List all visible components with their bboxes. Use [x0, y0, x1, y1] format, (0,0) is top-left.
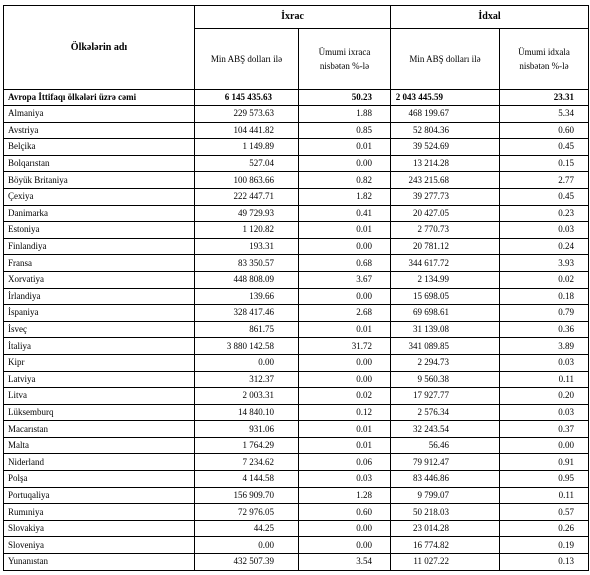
- export-value-cell: 0.00: [195, 354, 299, 371]
- import-share-cell: 0.24: [500, 238, 589, 255]
- export-value-cell: 193.31: [195, 238, 299, 255]
- table-row: [4, 338, 589, 355]
- country-name: Lüksemburq: [4, 404, 195, 421]
- table-row: [4, 454, 589, 471]
- country-name: Rumıniya: [4, 504, 195, 521]
- import-value-header: Min ABŞ dolları ilə: [391, 29, 500, 90]
- export-share-cell: 1.28: [299, 487, 391, 504]
- country-name: İsveç: [4, 321, 195, 338]
- export-value-cell: 931.06: [195, 421, 299, 438]
- country-name: Niderland: [4, 454, 195, 471]
- import-value-cell: 23 014.28: [391, 520, 500, 537]
- table-row: [4, 188, 589, 205]
- export-value-cell: 72 976.05: [195, 504, 299, 521]
- export-share-cell: 31.72: [299, 338, 391, 355]
- import-value-cell: 39 277.73: [391, 188, 500, 205]
- import-share-cell: 0.91: [500, 454, 589, 471]
- total-export-value: 6 145 435.63: [195, 90, 299, 106]
- import-value-cell: 16 774.82: [391, 537, 500, 554]
- table-row: [4, 106, 589, 123]
- table-row: [4, 487, 589, 504]
- import-share-cell: 0.20: [500, 388, 589, 405]
- import-share-cell: 0.18: [500, 288, 589, 305]
- country-name: Almaniya: [4, 106, 195, 123]
- import-share-cell: 0.36: [500, 321, 589, 338]
- table-body: [4, 90, 589, 571]
- export-value-cell: 222 447.71: [195, 188, 299, 205]
- export-share-cell: 0.06: [299, 454, 391, 471]
- total-import-share: 23.31: [500, 90, 589, 106]
- country-name: Estoniya: [4, 222, 195, 239]
- table-row: [4, 255, 589, 272]
- import-value-cell: 15 698.05: [391, 288, 500, 305]
- table-row: [4, 388, 589, 405]
- import-group-header: İdxal: [391, 6, 589, 29]
- export-value-cell: 14 840.10: [195, 404, 299, 421]
- import-share-cell: 0.37: [500, 421, 589, 438]
- export-share-cell: 0.12: [299, 404, 391, 421]
- import-value-cell: 2 576.34: [391, 404, 500, 421]
- import-value-cell: 341 089.85: [391, 338, 500, 355]
- country-name: Belçika: [4, 139, 195, 156]
- import-share-header: Ümumi idxala nisbətən %-lə: [500, 29, 589, 90]
- import-share-cell: 0.45: [500, 188, 589, 205]
- import-share-cell: 0.79: [500, 305, 589, 322]
- export-value-cell: 100 863.66: [195, 172, 299, 189]
- import-value-cell: 79 912.47: [391, 454, 500, 471]
- country-name: Bolqarıstan: [4, 155, 195, 172]
- export-value-cell: 83 350.57: [195, 255, 299, 272]
- table-row: [4, 404, 589, 421]
- country-name: Çexiya: [4, 188, 195, 205]
- import-share-cell: 2.77: [500, 172, 589, 189]
- import-share-cell: 5.34: [500, 106, 589, 123]
- export-value-cell: 229 573.63: [195, 106, 299, 123]
- table-row: [4, 172, 589, 189]
- import-value-cell: 83 446.86: [391, 471, 500, 488]
- import-value-cell: 32 243.54: [391, 421, 500, 438]
- country-name: Yunanıstan: [4, 554, 195, 571]
- country-name: Fransa: [4, 255, 195, 272]
- export-share-cell: 2.68: [299, 305, 391, 322]
- export-value-cell: 312.37: [195, 371, 299, 388]
- table-row: [4, 305, 589, 322]
- import-share-cell: 0.03: [500, 354, 589, 371]
- import-share-cell: 0.02: [500, 271, 589, 288]
- import-share-cell: 0.03: [500, 404, 589, 421]
- import-share-cell: 0.57: [500, 504, 589, 521]
- export-share-cell: 0.41: [299, 205, 391, 222]
- export-share-cell: 0.03: [299, 471, 391, 488]
- export-share-cell: 0.00: [299, 520, 391, 537]
- table-row: [4, 554, 589, 571]
- import-value-cell: 52 804.36: [391, 122, 500, 139]
- country-name: Slovakiya: [4, 520, 195, 537]
- export-value-cell: 1 149.89: [195, 139, 299, 156]
- import-value-cell: 39 524.69: [391, 139, 500, 156]
- import-share-cell: 0.45: [500, 139, 589, 156]
- table-row: [4, 520, 589, 537]
- export-value-cell: 0.00: [195, 537, 299, 554]
- export-share-cell: 0.01: [299, 321, 391, 338]
- table-row: [4, 288, 589, 305]
- import-value-cell: 2 134.99: [391, 271, 500, 288]
- country-name: Portuqaliya: [4, 487, 195, 504]
- country-name: İtaliya: [4, 338, 195, 355]
- country-name: Danimarka: [4, 205, 195, 222]
- export-group-header: İxrac: [195, 6, 391, 29]
- export-share-cell: 0.85: [299, 122, 391, 139]
- import-share-cell: 0.13: [500, 554, 589, 571]
- export-value-cell: 104 441.82: [195, 122, 299, 139]
- export-value-cell: 44.25: [195, 520, 299, 537]
- export-share-cell: 0.60: [299, 504, 391, 521]
- export-value-cell: 1 764.29: [195, 437, 299, 454]
- trade-table: [3, 5, 589, 571]
- import-share-cell: 0.03: [500, 222, 589, 239]
- export-share-cell: 3.67: [299, 271, 391, 288]
- import-value-cell: 2 770.73: [391, 222, 500, 239]
- total-label: Avropa İttifaqı ölkələri üzrə cəmi: [4, 90, 195, 106]
- country-name: Malta: [4, 437, 195, 454]
- country-name: Sloveniya: [4, 537, 195, 554]
- table-row: [4, 437, 589, 454]
- import-value-cell: 56.46: [391, 437, 500, 454]
- import-value-cell: 17 927.77: [391, 388, 500, 405]
- import-value-cell: 9 799.07: [391, 487, 500, 504]
- export-value-cell: 49 729.93: [195, 205, 299, 222]
- table-row: [4, 205, 589, 222]
- export-value-cell: 4 144.58: [195, 471, 299, 488]
- export-value-cell: 7 234.62: [195, 454, 299, 471]
- table-row: [4, 504, 589, 521]
- export-share-cell: 1.88: [299, 106, 391, 123]
- export-share-header: Ümumi ixraca nisbətən %-lə: [299, 29, 391, 90]
- export-value-cell: 448 808.09: [195, 271, 299, 288]
- total-export-share: 50.23: [299, 90, 391, 106]
- import-value-cell: 50 218.03: [391, 504, 500, 521]
- country-name: İrlandiya: [4, 288, 195, 305]
- export-share-cell: 1.82: [299, 188, 391, 205]
- table-row: [4, 471, 589, 488]
- import-share-cell: 0.60: [500, 122, 589, 139]
- export-value-cell: 2 003.31: [195, 388, 299, 405]
- export-share-cell: 0.00: [299, 238, 391, 255]
- import-value-cell: 31 139.08: [391, 321, 500, 338]
- country-name: Kipr: [4, 354, 195, 371]
- table-row: [4, 371, 589, 388]
- country-name: Litva: [4, 388, 195, 405]
- export-value-cell: 156 909.70: [195, 487, 299, 504]
- import-share-cell: 0.11: [500, 487, 589, 504]
- export-share-cell: 0.00: [299, 537, 391, 554]
- export-share-cell: 0.00: [299, 288, 391, 305]
- country-name: Avstriya: [4, 122, 195, 139]
- import-value-cell: 344 617.72: [391, 255, 500, 272]
- import-value-cell: 243 215.68: [391, 172, 500, 189]
- table-row: [4, 222, 589, 239]
- import-share-cell: 3.93: [500, 255, 589, 272]
- import-value-cell: 2 294.73: [391, 354, 500, 371]
- import-value-cell: 13 214.28: [391, 155, 500, 172]
- import-share-cell: 0.19: [500, 537, 589, 554]
- table-row: [4, 537, 589, 554]
- export-share-cell: 0.01: [299, 139, 391, 156]
- export-share-cell: 0.01: [299, 437, 391, 454]
- import-share-cell: 0.23: [500, 205, 589, 222]
- export-share-cell: 0.00: [299, 155, 391, 172]
- total-row: [4, 90, 589, 106]
- import-share-cell: 0.95: [500, 471, 589, 488]
- table-row: [4, 271, 589, 288]
- export-value-cell: 861.75: [195, 321, 299, 338]
- import-share-cell: 0.11: [500, 371, 589, 388]
- country-name: Macarıstan: [4, 421, 195, 438]
- country-name: İspaniya: [4, 305, 195, 322]
- export-value-cell: 139.66: [195, 288, 299, 305]
- export-share-cell: 0.00: [299, 354, 391, 371]
- import-value-cell: 69 698.61: [391, 305, 500, 322]
- trade-table-container: [3, 5, 589, 571]
- table-row: [4, 238, 589, 255]
- country-name: Böyük Britaniya: [4, 172, 195, 189]
- country-name: Polşa: [4, 471, 195, 488]
- country-name: Finlandiya: [4, 238, 195, 255]
- import-share-cell: 3.89: [500, 338, 589, 355]
- country-name: Xorvatiya: [4, 271, 195, 288]
- table-row: [4, 155, 589, 172]
- country-column-header: Ölkələrin adı: [4, 6, 195, 90]
- export-share-cell: 0.01: [299, 222, 391, 239]
- import-share-cell: 0.15: [500, 155, 589, 172]
- import-value-cell: 468 199.67: [391, 106, 500, 123]
- table-row: [4, 354, 589, 371]
- export-value-cell: 1 120.82: [195, 222, 299, 239]
- import-value-cell: 20 781.12: [391, 238, 500, 255]
- export-share-cell: 0.68: [299, 255, 391, 272]
- export-value-cell: 527.04: [195, 155, 299, 172]
- table-row: [4, 122, 589, 139]
- export-share-cell: 0.82: [299, 172, 391, 189]
- import-share-cell: 0.00: [500, 437, 589, 454]
- export-share-cell: 0.00: [299, 371, 391, 388]
- table-row: [4, 321, 589, 338]
- export-value-cell: 328 417.46: [195, 305, 299, 322]
- country-name: Latviya: [4, 371, 195, 388]
- import-share-cell: 0.26: [500, 520, 589, 537]
- table-row: [4, 421, 589, 438]
- export-value-cell: 3 880 142.58: [195, 338, 299, 355]
- import-value-cell: 9 560.38: [391, 371, 500, 388]
- table-row: [4, 139, 589, 156]
- export-share-cell: 0.02: [299, 388, 391, 405]
- export-value-cell: 432 507.39: [195, 554, 299, 571]
- total-import-value: 2 043 445.59: [391, 90, 500, 106]
- import-value-cell: 20 427.05: [391, 205, 500, 222]
- import-value-cell: 11 027.22: [391, 554, 500, 571]
- export-share-cell: 3.54: [299, 554, 391, 571]
- export-share-cell: 0.01: [299, 421, 391, 438]
- export-value-header: Min ABŞ dolları ilə: [195, 29, 299, 90]
